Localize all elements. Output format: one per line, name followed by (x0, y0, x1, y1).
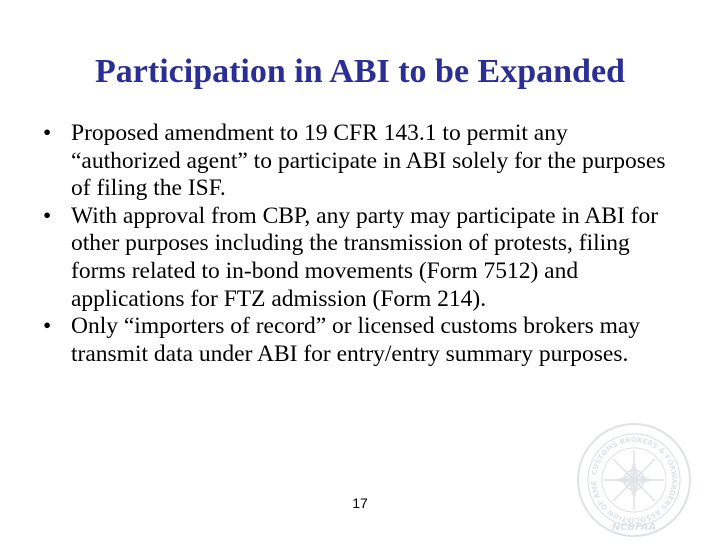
bullet-item (43, 120, 683, 203)
bullet-icon: • (43, 313, 52, 340)
bullet-text: Proposed amendment to 19 CFR 143.1 to permit any “authorized agent” to participate in ABI solely for the purposes of filing the ISF. (71, 120, 666, 202)
bullet-text: With approval from CBP, any party may participate in ABI for other purposes including the transmission of protests, filing forms related to in-bond movements (Form 7512) and applications for FTZ admission (Form 214). (71, 202, 659, 312)
svg-text:CUSTOMS BROKERS & FORWARDERS A: CUSTOMS BROKERS & FORWARDERS ASSOCIATION OF AME (589, 435, 679, 525)
page-number: 17 (352, 495, 368, 511)
slide-title: Participation in ABI to be Expanded (95, 53, 625, 90)
bullet-icon: • (43, 120, 52, 146)
ncbfaa-seal-icon (574, 420, 694, 540)
bullet-text: Only “importers of record” or licensed customs brokers may transmit data under ABI for entry/entry summary purposes. (71, 313, 641, 367)
bullet-item (43, 313, 683, 368)
ncbfaa-seal-graphic (574, 420, 694, 540)
watermark-text: NCBFAA (611, 522, 657, 533)
bullet-item (43, 203, 683, 313)
bullet-list (43, 120, 683, 368)
bullet-icon: • (43, 202, 52, 229)
